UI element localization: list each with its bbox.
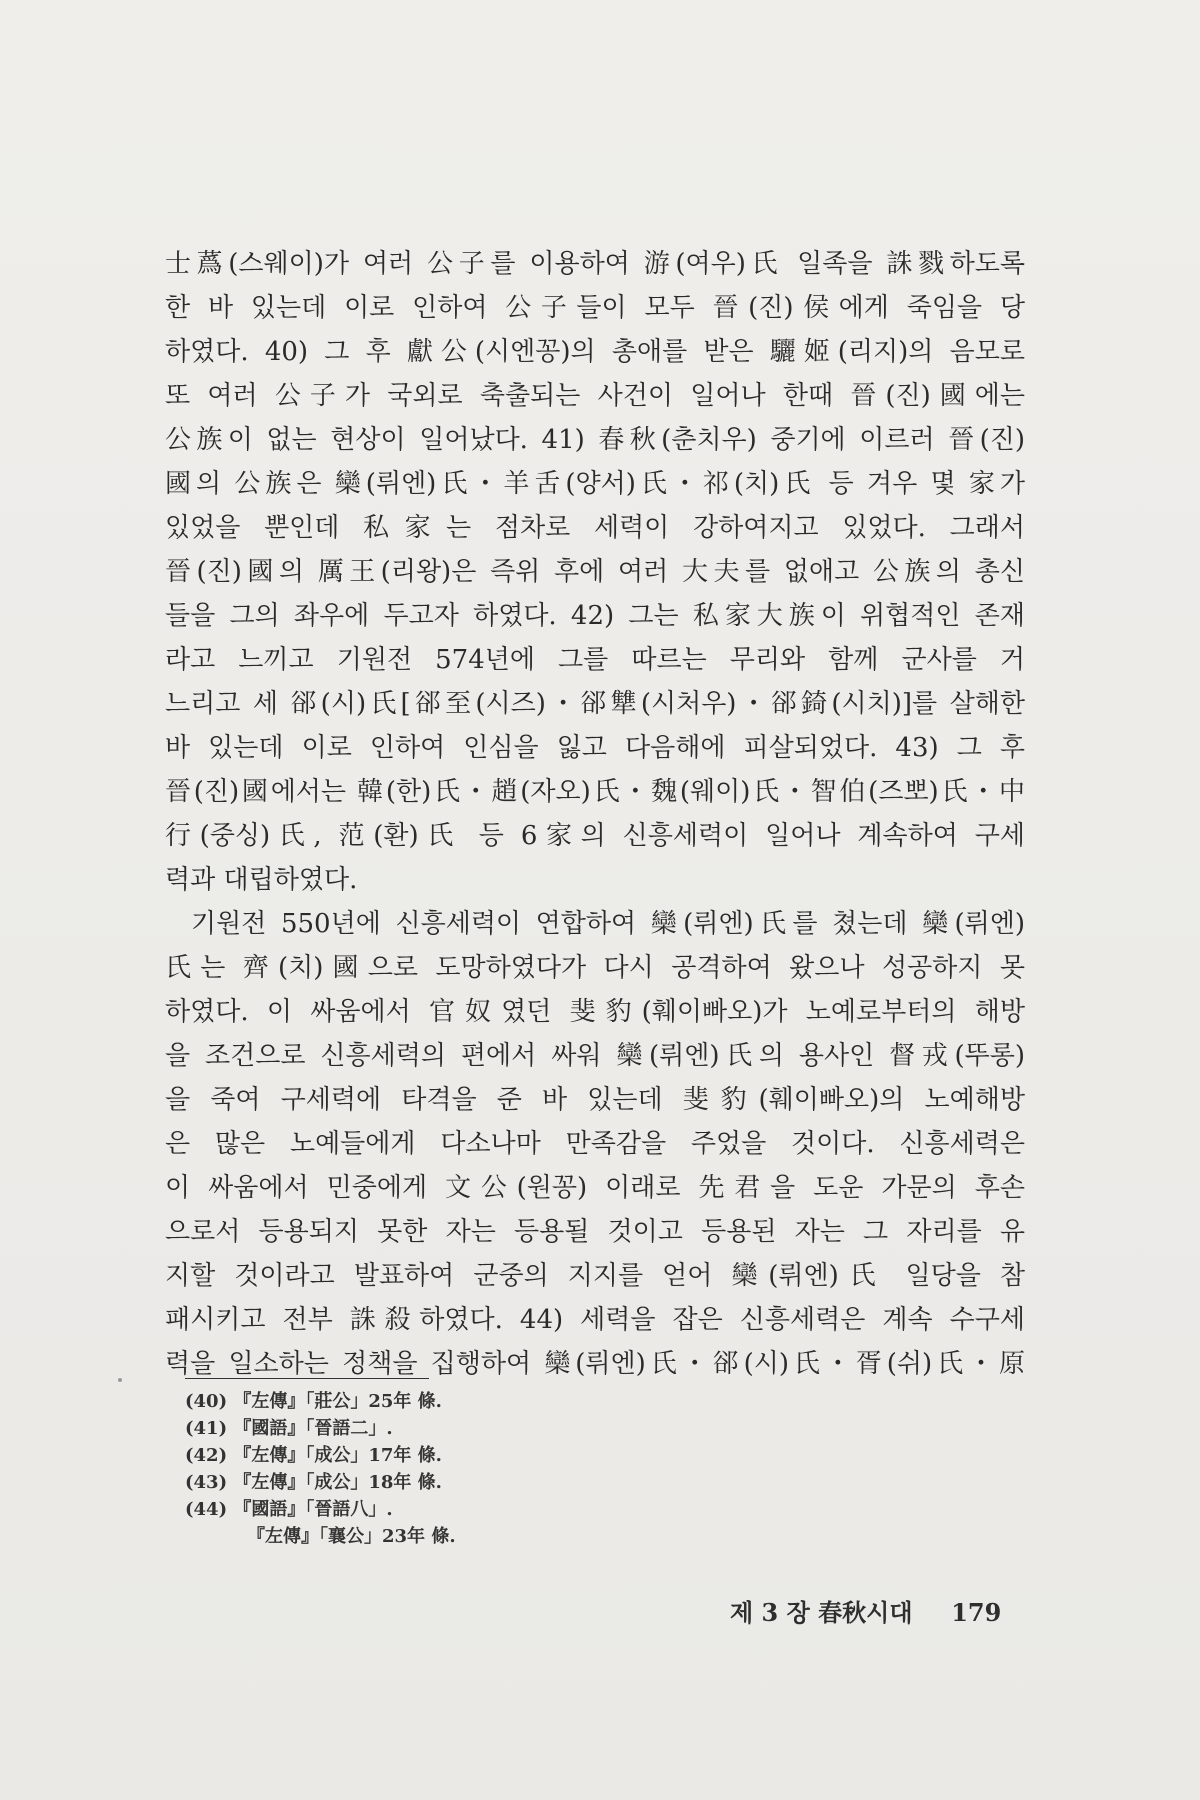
footnotes [185,1388,456,1550]
footnote: (44) 『國語』「晉語八」. [185,1499,393,1520]
text-line: 력을 일소하는 정책을 집행하여 欒(뤼엔)氏・郤(시)氏・胥(쉬)氏・原 [165,1349,1025,1379]
text-line: 晉(진)國에서는 韓(한)氏・趙(자오)氏・魏(웨이)氏・智伯(즈뽀)氏・中 [165,777,1025,807]
text-line: 을 조건으로 신흥세력의 편에서 싸워 欒(뤼엔)氏의 용사인 督戎(뚜롱) [165,1041,1025,1071]
footnote: (41) 『國語』「晉語二」. [185,1418,393,1439]
text-line: 行(중싱)氏, 范(환)氏 등 6家의 신흥세력이 일어나 계속하여 구세 [165,821,1025,851]
text-line: 公族이 없는 현상이 일어났다. 41) 春秋(춘치우) 중기에 이르러 晉(진) [165,425,1025,455]
text-line: 패시키고 전부 誅殺하였다. 44) 세력을 잡은 신흥세력은 계속 수구세 [165,1305,1025,1335]
footnote: (40) 『左傳』「莊公」25年 條. [185,1391,442,1412]
text-line: 력과 대립하였다. [165,865,358,895]
text-line: 으로서 등용되지 못한 자는 등용될 것이고 등용된 자는 그 자리를 유 [165,1217,1025,1247]
text-line: 하였다. 40) 그 후 獻公(시엔꽁)의 총애를 받은 驪姬(리지)의 음모로 [165,337,1025,367]
text-line: 지할 것이라고 발표하여 군중의 지지를 얻어 欒(뤼엔)氏 일당을 참 [165,1261,1025,1291]
text-line: 을 죽여 구세력에 타격을 준 바 있는데 斐豹(훼이빠오)의 노예해방 [165,1085,1025,1115]
text-line: 느리고 세 郤(시)氏[郤至(시즈)・郤犨(시처우)・郤錡(시치)]를 살해한 [165,689,1025,719]
page-footer [730,1593,1030,1628]
text-line: 은 많은 노예들에게 다소나마 만족감을 주었을 것이다. 신흥세력은 [165,1129,1025,1159]
text-line: 있었을 뿐인데 私家는 점차로 세력이 강하여지고 있었다. 그래서 [165,513,1025,543]
text-line: 들을 그의 좌우에 두고자 하였다. 42) 그는 私家大族이 위협적인 존재 [165,601,1025,631]
text-line: 이 싸움에서 민중에게 文公(원꽁) 이래로 先君을 도운 가문의 후손 [165,1173,1025,1203]
text-line: 한 바 있는데 이로 인하여 公子들이 모두 晉(진)侯에게 죽임을 당 [165,293,1025,323]
text-line: 또 여러 公子가 국외로 축출되는 사건이 일어나 한때 晉(진)國에는 [165,381,1025,411]
text-line: 晉(진)國의 厲王(리왕)은 즉위 후에 여러 大夫를 없애고 公族의 총신 [165,557,1025,587]
text-line: 氏는 齊(치)國으로 도망하였다가 다시 공격하여 왔으나 성공하지 못 [165,953,1025,983]
text-line: 國의 公族은 欒(뤼엔)氏・羊舌(양서)氏・祁(치)氏 등 겨우 몇 家가 [165,469,1025,499]
footnote: (43) 『左傳』「成公」18年 條. [185,1472,442,1493]
text-line: 라고 느끼고 기원전 574년에 그를 따르는 무리와 함께 군사를 거 [165,645,1025,675]
text-line: 기원전 550년에 신흥세력이 연합하여 欒(뤼엔)氏를 쳤는데 欒(뤼엔) [191,909,1025,939]
margin-dot [118,1378,122,1382]
chapter-title: 제 3 장 春秋시대 [730,1598,913,1627]
body-text [165,242,1025,1386]
footnote: (42) 『左傳』「成公」17年 條. [185,1445,442,1466]
text-line: 士蔿(스웨이)가 여러 公子를 이용하여 游(여우)氏 일족을 誅戮하도록 [165,249,1025,279]
text-line: 바 있는데 이로 인하여 인심을 잃고 다음해에 피살되었다. 43) 그 후 [165,733,1025,763]
page-number: 179 [951,1598,1002,1627]
footnote-rule [185,1378,429,1379]
text-line: 하였다. 이 싸움에서 官奴였던 斐豹(훼이빠오)가 노예로부터의 해방 [165,997,1025,1027]
footnote: 『左傳』「襄公」23年 條. [247,1526,456,1547]
